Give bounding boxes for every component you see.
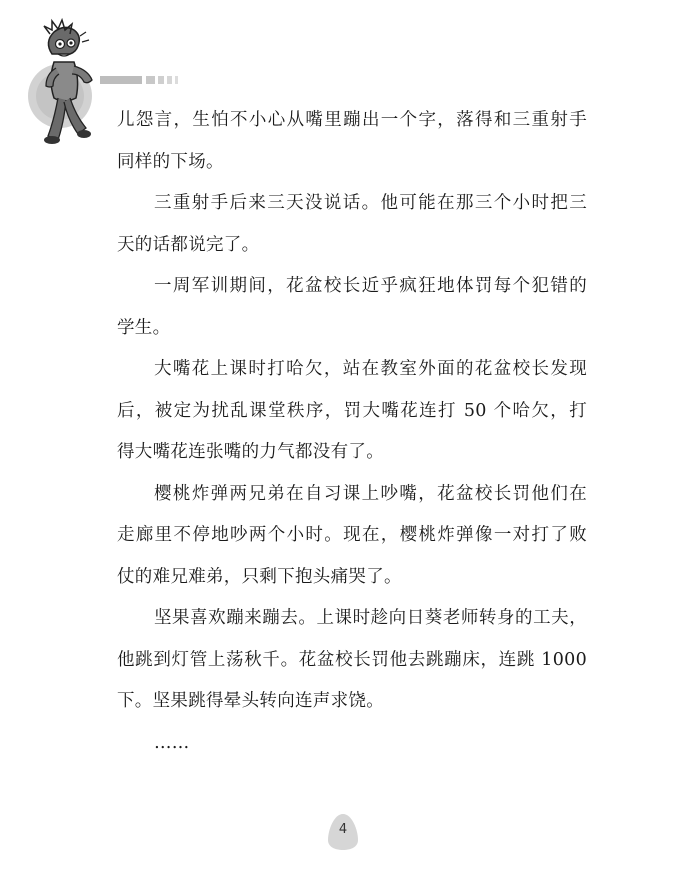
text-line: 儿怨言，生怕不小心从嘴里蹦出一个字，落得和三重射手 [117, 110, 587, 130]
text-line: 天的话都说完了。 [117, 234, 260, 255]
text-line: 同样的下场。 [117, 151, 224, 172]
page-number-badge [324, 812, 362, 852]
text-line: 一周军训期间，花盆校长近乎疯狂地体罚每个犯错的 [154, 276, 587, 296]
page-number: 4 [338, 822, 348, 837]
text-line: …… [154, 732, 190, 753]
text-line: 后，被定为扰乱课堂秩序，罚大嘴花连打 50 个哈欠，打 [117, 400, 587, 421]
body-text [117, 110, 587, 774]
text-line: 三重射手后来三天没说话。他可能在那三个小时把三 [154, 193, 587, 213]
text-line: 学生。 [117, 317, 171, 338]
text-line: 仗的难兄难弟，只剩下抱头痛哭了。 [117, 566, 402, 587]
text-line: 他跳到灯管上荡秋千。花盆校长罚他去跳蹦床，连跳 1000 [117, 649, 587, 670]
text-line: 坚果喜欢蹦来蹦去。上课时趁向日葵老师转身的工夫， [154, 608, 587, 628]
text-line: 大嘴花上课时打哈欠，站在教室外面的花盆校长发现 [154, 359, 587, 379]
text-line: 得大嘴花连张嘴的力气都没有了。 [117, 442, 384, 462]
text-line: 樱桃炸弹两兄弟在自习课上吵嘴，花盆校长罚他们在 [154, 483, 587, 504]
text-line: 走廊里不停地吵两个小时。现在，樱桃炸弹像一对打了败 [117, 525, 587, 545]
text-line: 下。坚果跳得晕头转向连声求饶。 [117, 691, 384, 711]
